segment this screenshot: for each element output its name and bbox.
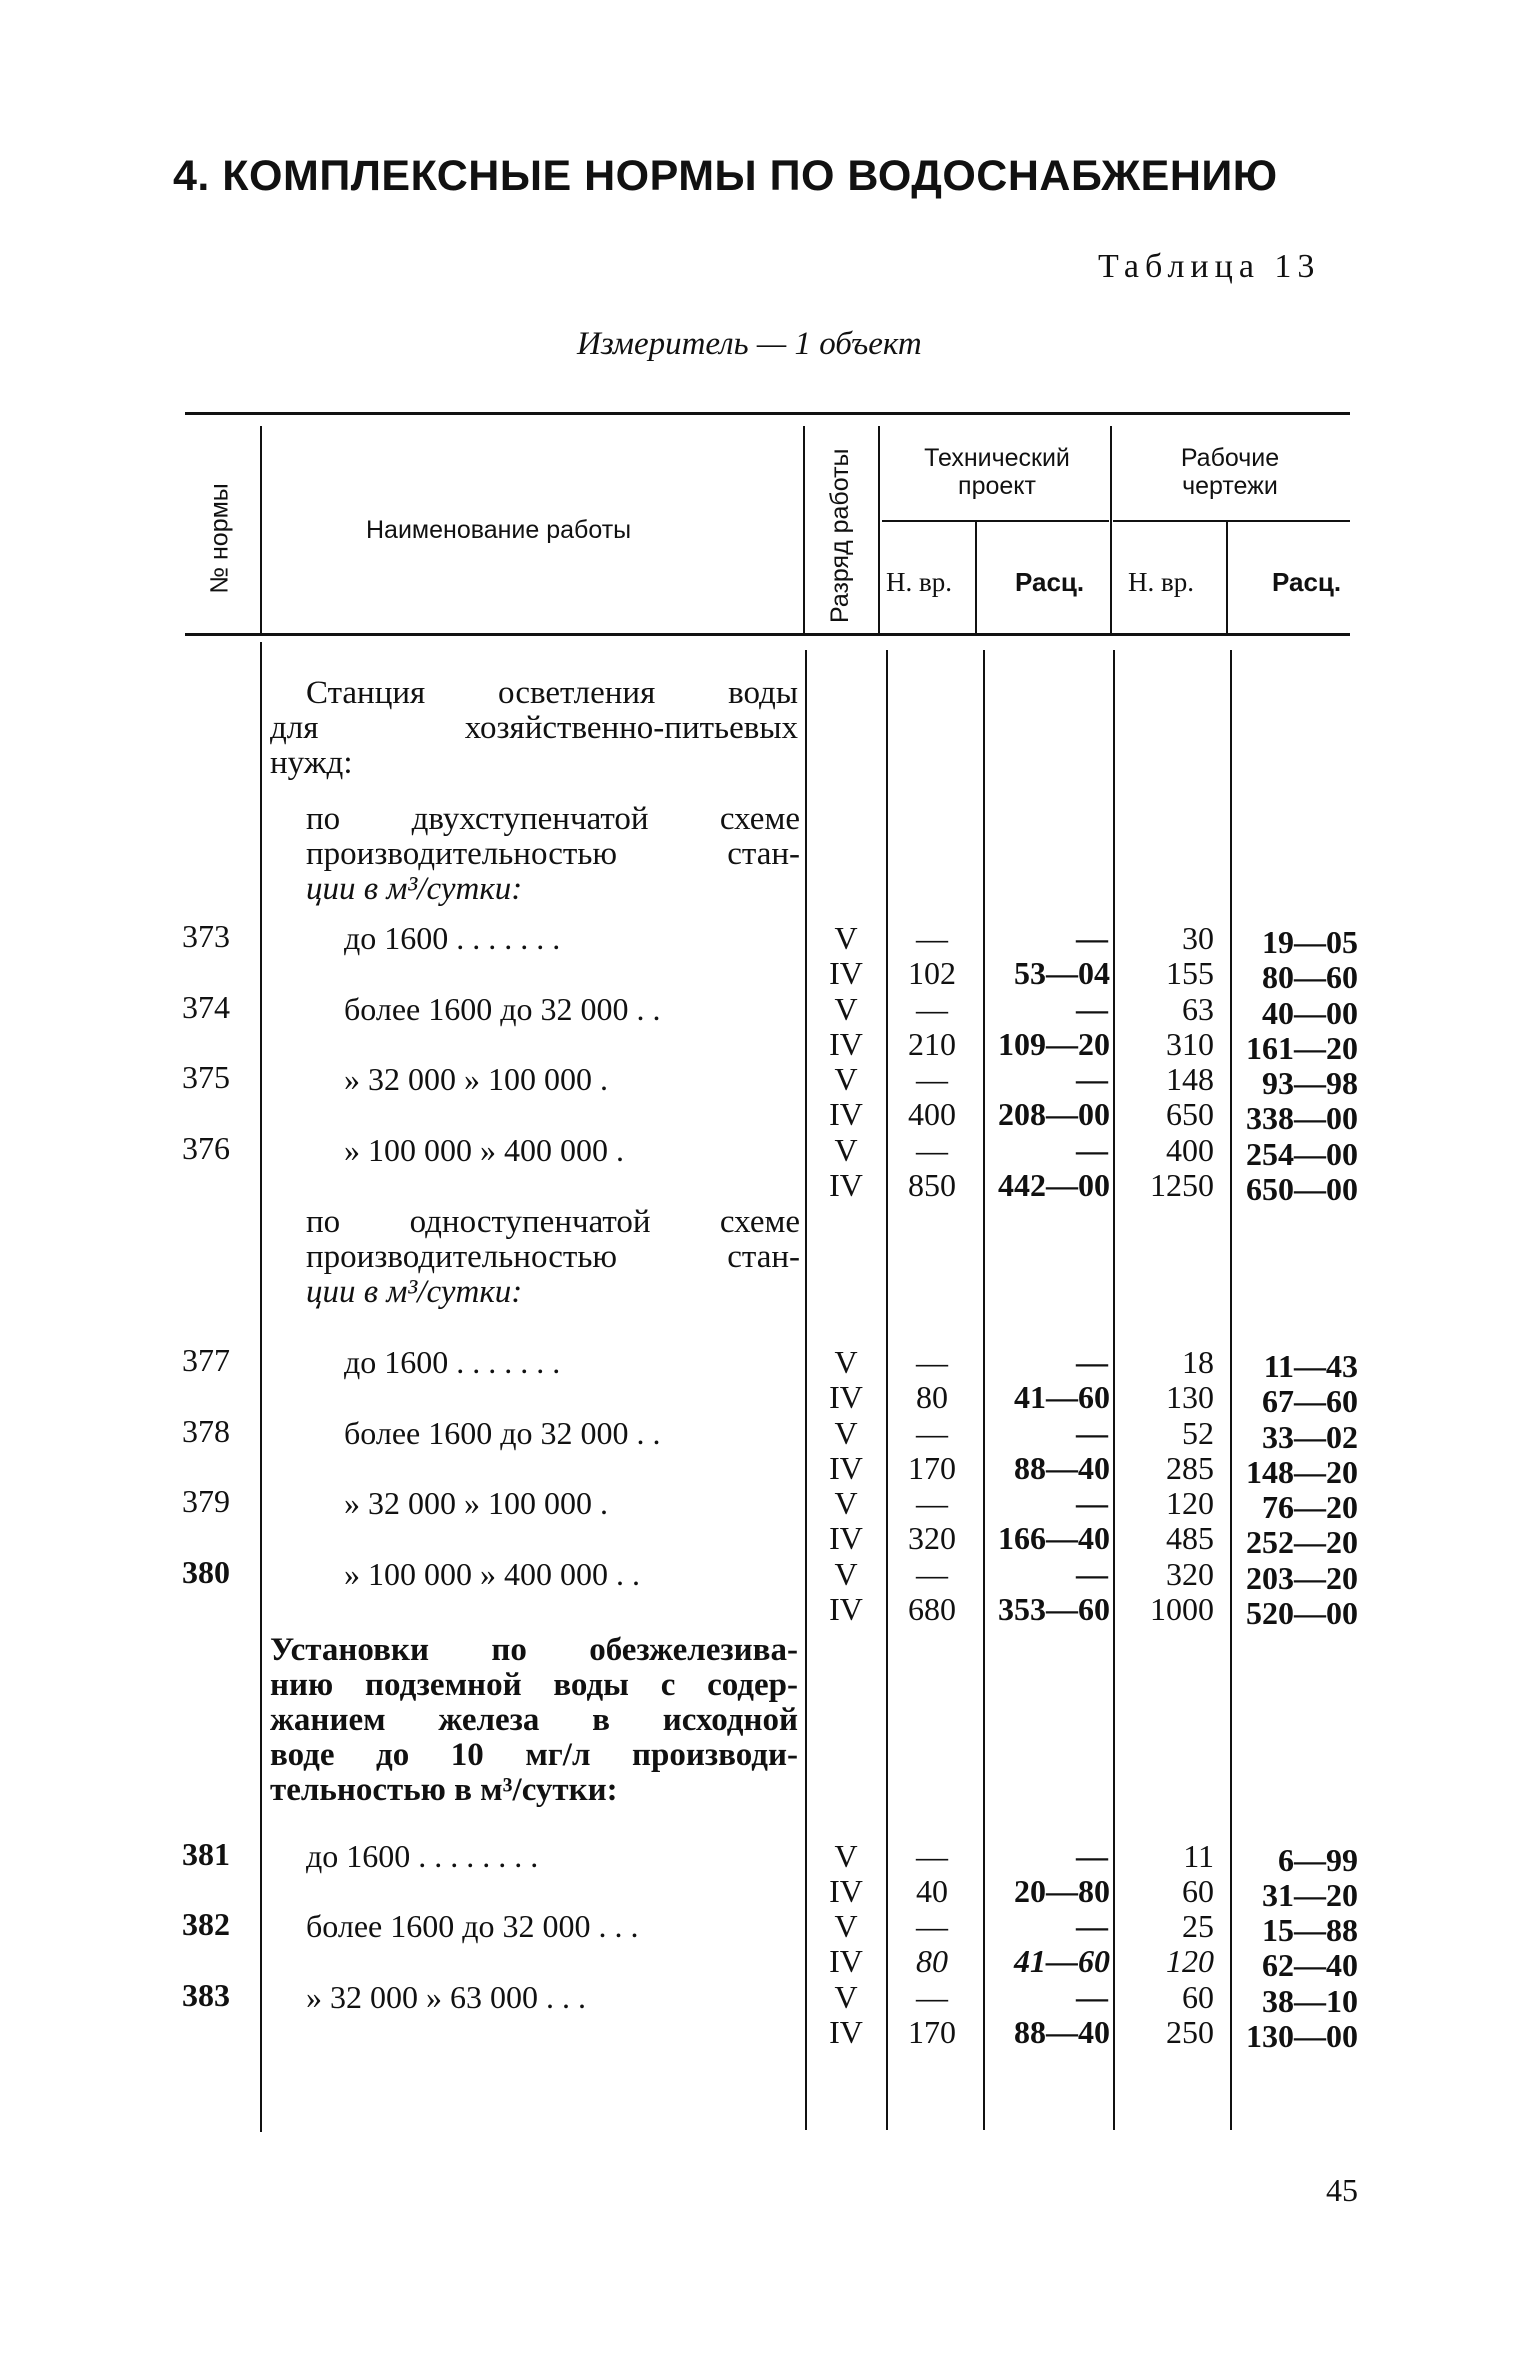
work-rasc: 33—02 — [1262, 1419, 1358, 1455]
section-line: Установки по обезжелезива- — [270, 1632, 798, 1668]
row-name: до 1600 . . . . . . . . — [306, 1838, 539, 1874]
header-col-name: Наименование работы — [366, 516, 632, 544]
row-grade: IV — [829, 955, 863, 991]
work-nvr: 130 — [1166, 1379, 1214, 1415]
tech-sub-rule — [882, 520, 1109, 522]
row-number: 375 — [182, 1059, 230, 1095]
work-nvr: 1000 — [1150, 1591, 1214, 1627]
section-line: производительностью стан- — [306, 1239, 800, 1275]
tech-nvr: — — [916, 1415, 948, 1451]
body-divider — [1230, 650, 1232, 2130]
work-rasc: 62—40 — [1262, 1947, 1358, 1983]
work-rasc: 11—43 — [1263, 1348, 1358, 1384]
page-number: 45 — [1326, 2172, 1358, 2208]
row-grade: V — [834, 991, 858, 1027]
work-nvr: 485 — [1166, 1520, 1214, 1556]
section-line: ции в м³/сутки: — [306, 871, 523, 907]
work-nvr: 148 — [1166, 1061, 1214, 1097]
work-nvr: 60 — [1182, 1979, 1214, 2015]
row-grade: V — [834, 1908, 858, 1944]
row-number: 381 — [182, 1836, 230, 1872]
section-line: по двухступенчатой схеме — [306, 801, 800, 837]
work-rasc: 15—88 — [1262, 1912, 1358, 1948]
row-number: 377 — [182, 1342, 230, 1378]
header-bottom-rule — [185, 633, 1350, 636]
row-grade: IV — [829, 1520, 863, 1556]
row-number: 382 — [182, 1906, 230, 1942]
tech-rasc: 20—80 — [1014, 1873, 1110, 1909]
tech-rasc: 353—60 — [998, 1591, 1110, 1627]
row-name: более 1600 до 32 000 . . — [344, 991, 661, 1027]
section-line: воде до 10 мг/л производи- — [270, 1737, 798, 1773]
row-name: до 1600 . . . . . . . — [344, 1344, 561, 1380]
work-rasc: 80—60 — [1262, 959, 1358, 995]
work-nvr: 650 — [1166, 1096, 1214, 1132]
work-sub-rule — [1113, 520, 1350, 522]
tech-nvr: — — [916, 1556, 948, 1592]
work-rasc: 338—00 — [1246, 1100, 1358, 1136]
tech-nvr: 80 — [916, 1943, 948, 1979]
section-heading — [270, 1633, 798, 1808]
table-label: Таблица 13 — [1098, 248, 1321, 285]
tech-rasc: — — [1076, 1344, 1108, 1380]
row-grade: V — [834, 1061, 858, 1097]
row-grade: V — [834, 920, 858, 956]
row-name: более 1600 до 32 000 . . — [344, 1415, 661, 1451]
header-col-grade — [826, 448, 854, 623]
work-nvr: 400 — [1166, 1132, 1214, 1168]
header-grade-text: Разряд работы — [826, 448, 854, 623]
work-nvr: 18 — [1182, 1344, 1214, 1380]
work-rasc: 19—05 — [1262, 924, 1358, 960]
row-grade: IV — [829, 1379, 863, 1415]
tech-rasc: 442—00 — [998, 1167, 1110, 1203]
header-divider — [1226, 522, 1228, 633]
row-grade: IV — [829, 1943, 863, 1979]
row-name: » 100 000 » 400 000 . . — [344, 1556, 640, 1592]
row-number: 373 — [182, 918, 230, 954]
row-grade: V — [834, 1344, 858, 1380]
tech-nvr: — — [916, 1908, 948, 1944]
row-grade: IV — [829, 1096, 863, 1132]
row-name: » 32 000 » 100 000 . — [344, 1061, 608, 1097]
tech-nvr: 40 — [916, 1873, 948, 1909]
header-tech-nvr: Н. вр. — [886, 567, 952, 597]
tech-rasc: 41—60 — [1014, 1379, 1110, 1415]
tech-nvr: 400 — [908, 1096, 956, 1132]
tech-nvr: 210 — [908, 1026, 956, 1062]
tech-rasc: 208—00 — [998, 1096, 1110, 1132]
work-nvr: 155 — [1166, 955, 1214, 991]
header-divider — [878, 426, 880, 633]
tech-rasc: — — [1076, 1908, 1108, 1944]
body-divider — [1113, 650, 1115, 2130]
row-name: более 1600 до 32 000 . . . — [306, 1908, 639, 1944]
work-rasc: 93—98 — [1262, 1065, 1358, 1101]
header-work: Рабочие чертежи — [1180, 444, 1280, 500]
tech-rasc: — — [1076, 1415, 1108, 1451]
row-grade: IV — [829, 1450, 863, 1486]
header-divider — [975, 522, 977, 633]
work-rasc: 76—20 — [1262, 1489, 1358, 1525]
section-heading — [270, 676, 798, 781]
tech-nvr: — — [916, 1344, 948, 1380]
tech-nvr: 320 — [908, 1520, 956, 1556]
row-grade: IV — [829, 2014, 863, 2050]
row-grade: V — [834, 1979, 858, 2015]
tech-rasc: — — [1076, 1838, 1108, 1874]
row-name: » 32 000 » 100 000 . — [344, 1485, 608, 1521]
page-title: 4. КОМПЛЕКСНЫЕ НОРМЫ ПО ВОДОСНАБЖЕНИЮ — [173, 152, 1278, 200]
measure-caption: Измеритель — 1 объект — [577, 326, 922, 362]
section-line: производительностью стан- — [306, 836, 800, 872]
work-nvr: 11 — [1183, 1838, 1214, 1874]
tech-nvr: — — [916, 1061, 948, 1097]
header-divider — [260, 426, 262, 633]
work-nvr: 310 — [1166, 1026, 1214, 1062]
work-nvr: 285 — [1166, 1450, 1214, 1486]
tech-rasc: — — [1076, 1979, 1108, 2015]
row-number: 380 — [182, 1554, 230, 1590]
header-tech: Технический проект — [924, 444, 1070, 500]
work-rasc: 520—00 — [1246, 1595, 1358, 1631]
row-grade: V — [834, 1485, 858, 1521]
work-nvr: 60 — [1182, 1873, 1214, 1909]
row-grade: V — [834, 1556, 858, 1592]
tech-nvr: — — [916, 1979, 948, 2015]
work-rasc: 130—00 — [1246, 2018, 1358, 2054]
row-grade: V — [834, 1132, 858, 1168]
row-grade: IV — [829, 1591, 863, 1627]
tech-nvr: — — [916, 991, 948, 1027]
row-number: 383 — [182, 1977, 230, 2013]
section-line: нию подземной воды с содер- — [270, 1667, 798, 1703]
work-nvr: 320 — [1166, 1556, 1214, 1592]
work-nvr: 63 — [1182, 991, 1214, 1027]
tech-rasc: 53—04 — [1014, 955, 1110, 991]
tech-nvr: — — [916, 1485, 948, 1521]
work-rasc: 38—10 — [1262, 1983, 1358, 2019]
work-rasc: 650—00 — [1246, 1171, 1358, 1207]
tech-nvr: — — [916, 1838, 948, 1874]
tech-rasc: 88—40 — [1014, 1450, 1110, 1486]
header-work-nvr: Н. вр. — [1128, 567, 1194, 597]
row-number: 376 — [182, 1130, 230, 1166]
row-number: 374 — [182, 989, 230, 1025]
section-line: тельностью в м³/сутки: — [270, 1772, 618, 1808]
work-nvr: 120 — [1166, 1943, 1214, 1979]
work-rasc: 203—20 — [1246, 1560, 1358, 1596]
work-rasc: 161—20 — [1246, 1030, 1358, 1066]
tech-nvr: — — [916, 920, 948, 956]
row-grade: V — [834, 1838, 858, 1874]
subsection-heading — [306, 802, 800, 907]
tech-nvr: 80 — [916, 1379, 948, 1415]
row-number: 378 — [182, 1413, 230, 1449]
row-name: » 32 000 » 63 000 . . . — [306, 1979, 586, 2015]
section-line: по одноступенчатой схеме — [306, 1204, 800, 1240]
tech-nvr: 850 — [908, 1167, 956, 1203]
header-work-rasc: Расц. — [1272, 567, 1342, 597]
body-divider — [805, 650, 807, 2130]
table-top-rule — [185, 412, 1350, 415]
tech-nvr: 170 — [908, 1450, 956, 1486]
header-divider — [803, 426, 805, 633]
tech-rasc: — — [1076, 991, 1108, 1027]
tech-rasc: — — [1076, 1556, 1108, 1592]
body-divider — [886, 650, 888, 2130]
row-number: 379 — [182, 1483, 230, 1519]
tech-nvr: 102 — [908, 955, 956, 991]
work-nvr: 120 — [1166, 1485, 1214, 1521]
work-rasc: 31—20 — [1262, 1877, 1358, 1913]
work-nvr: 1250 — [1150, 1167, 1214, 1203]
work-nvr: 30 — [1182, 920, 1214, 956]
header-col-no: № нормы — [205, 483, 234, 594]
row-name: » 100 000 » 400 000 . — [344, 1132, 624, 1168]
tech-rasc: 109—20 — [998, 1026, 1110, 1062]
section-line: нужд: — [270, 745, 353, 781]
header-tech-rasc: Расц. — [1015, 567, 1085, 597]
row-grade: IV — [829, 1026, 863, 1062]
work-rasc: 252—20 — [1246, 1524, 1358, 1560]
tech-rasc: — — [1076, 1061, 1108, 1097]
section-line: для хозяйственно-питьевых — [270, 710, 798, 746]
tech-nvr: 170 — [908, 2014, 956, 2050]
section-line: ции в м³/сутки: — [306, 1274, 523, 1310]
tech-rasc: — — [1076, 1132, 1108, 1168]
tech-rasc: — — [1076, 1485, 1108, 1521]
section-line: Станция осветления воды — [306, 675, 798, 711]
tech-nvr: — — [916, 1132, 948, 1168]
tech-nvr: 680 — [908, 1591, 956, 1627]
row-name: до 1600 . . . . . . . — [344, 920, 561, 956]
work-nvr: 52 — [1182, 1415, 1214, 1451]
body-divider — [260, 642, 262, 2132]
tech-rasc: 166—40 — [998, 1520, 1110, 1556]
row-grade: V — [834, 1415, 858, 1451]
work-nvr: 250 — [1166, 2014, 1214, 2050]
tech-rasc: 41—60 — [1014, 1943, 1110, 1979]
work-rasc: 254—00 — [1246, 1136, 1358, 1172]
work-rasc: 40—00 — [1262, 995, 1358, 1031]
tech-rasc: — — [1076, 920, 1108, 956]
section-line: жанием железа в исходной — [270, 1702, 798, 1738]
header-divider — [1110, 426, 1112, 633]
work-nvr: 25 — [1182, 1908, 1214, 1944]
work-rasc: 148—20 — [1246, 1454, 1358, 1490]
work-rasc: 67—60 — [1262, 1383, 1358, 1419]
row-grade: IV — [829, 1873, 863, 1909]
row-grade: IV — [829, 1167, 863, 1203]
subsection-heading — [306, 1205, 800, 1310]
work-rasc: 6—99 — [1278, 1842, 1358, 1878]
tech-rasc: 88—40 — [1014, 2014, 1110, 2050]
